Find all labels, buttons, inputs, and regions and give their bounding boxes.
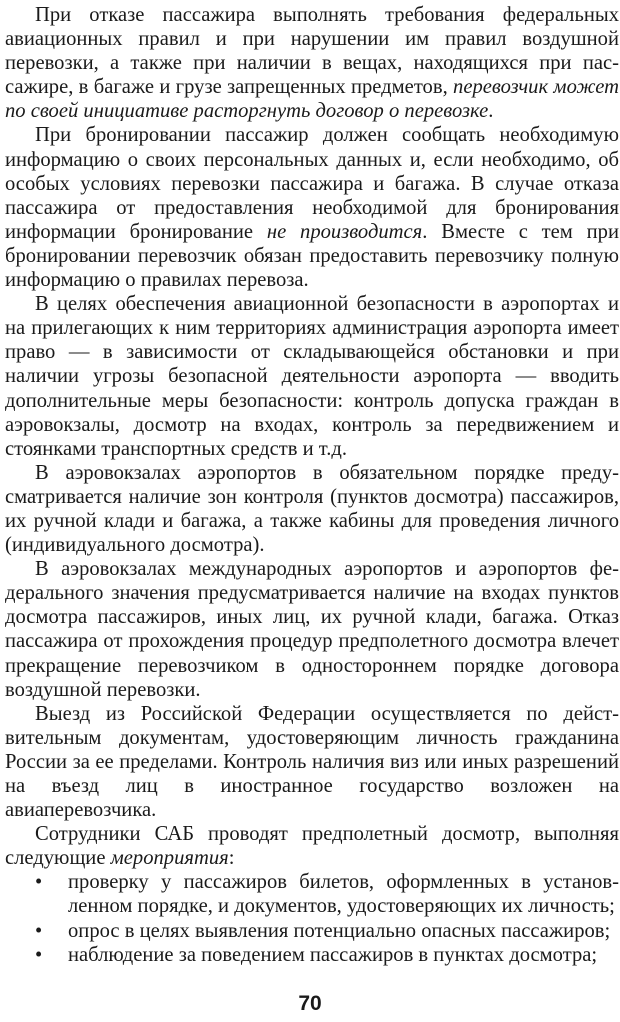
italic-text: мероприятия bbox=[110, 847, 229, 870]
bullet-icon: • bbox=[35, 919, 43, 942]
list-item bbox=[5, 943, 619, 967]
paragraph bbox=[5, 292, 619, 461]
paragraph bbox=[5, 702, 619, 822]
text-run: . bbox=[488, 100, 494, 123]
list-item-text: проверку у пассажиров билетов, оформленных в установленном порядке, и документов, удостоверяющих их личность; bbox=[68, 871, 619, 918]
list-item bbox=[5, 919, 619, 943]
text-run: : bbox=[228, 847, 235, 870]
bullet-icon: • bbox=[35, 871, 43, 894]
measures-list bbox=[5, 870, 619, 966]
text-run: В аэровокзалах международных аэропортов и аэропортов федерального значения предусматривается наличие на входах пунктов досмотра пассажиров, иных лиц, их ручной клади, багажа. Отказ пассажира от прохождения процедур предполетного досмотра влечет прекращение перевозчиком в одностороннем порядке договора воздушной перевозки. bbox=[5, 558, 619, 701]
list-item-text: опрос в целях выявления потенциально опасных пассажиров; bbox=[68, 919, 611, 942]
italic-text: не производится bbox=[266, 220, 423, 243]
text-run: При отказе пассажира выполнять требования федеральных авиационных правил и при нарушении им правил воздушной перевозки, а также при наличии в вещах, находящихся при пассажире, в багаже и грузе запрещенных предметов, bbox=[5, 4, 619, 99]
bullet-icon: • bbox=[35, 943, 43, 966]
italic-text: перевозчик может по своей инициативе расторгнуть договор о перевозке bbox=[5, 76, 619, 123]
page-number: 70 bbox=[298, 992, 322, 1015]
text-run: . Вместе с тем при бронировании перевозчик обязан предоставить перевозчику полную информацию о правилах перевоза. bbox=[5, 220, 619, 292]
paragraph bbox=[5, 3, 619, 123]
text-run: Выезд из Российской Федерации осуществляется по действительным документам, удостоверяющим личность гражданина России за ее пределами. Контроль наличия виз или иных разрешений на въезд лиц в иностранное государство возложен на авиаперевозчика. bbox=[5, 702, 619, 822]
body-text bbox=[5, 3, 619, 870]
paragraph bbox=[5, 123, 619, 292]
list-item-text: наблюдение за поведением пассажиров в пунктах досмотра; bbox=[68, 943, 598, 966]
paragraph bbox=[5, 461, 619, 557]
list-item bbox=[5, 870, 619, 918]
text-run: Сотрудники САБ проводят предполетный досмотр, выполняя следующие bbox=[5, 823, 619, 870]
page-content bbox=[5, 3, 619, 967]
text-run: В аэровокзалах аэропортов в обязательном порядке предусматривается наличие зон контроля (пунктов досмотра) пассажиров, их ручной клади и багажа, а также кабины для проведения личного (индивидуального досмотра). bbox=[5, 461, 619, 557]
paragraph bbox=[5, 557, 619, 702]
paragraph bbox=[5, 822, 619, 870]
text-run: В целях обеспечения авиационной безопасности в аэропортах и на прилегающих к ним территориях администрация аэропорта имеет право — в зависимости от складывающейся обстановки и при наличии угрозы безопасной деятельности аэропорта — вводить дополнительные меры безопасности: контроль допуска граждан в аэровокзалы, досмотр на входах, контроль за передвижением и стоянками транспортных средств и т.д. bbox=[5, 293, 619, 460]
text-run: При бронировании пассажир должен сообщать необходимую информацию о своих персональных данных и, если необходимо, об особых условиях перевозки пассажира и багажа. В случае отказа пассажира от предоставления необходимой для бронирования информации бронирование bbox=[5, 124, 619, 243]
